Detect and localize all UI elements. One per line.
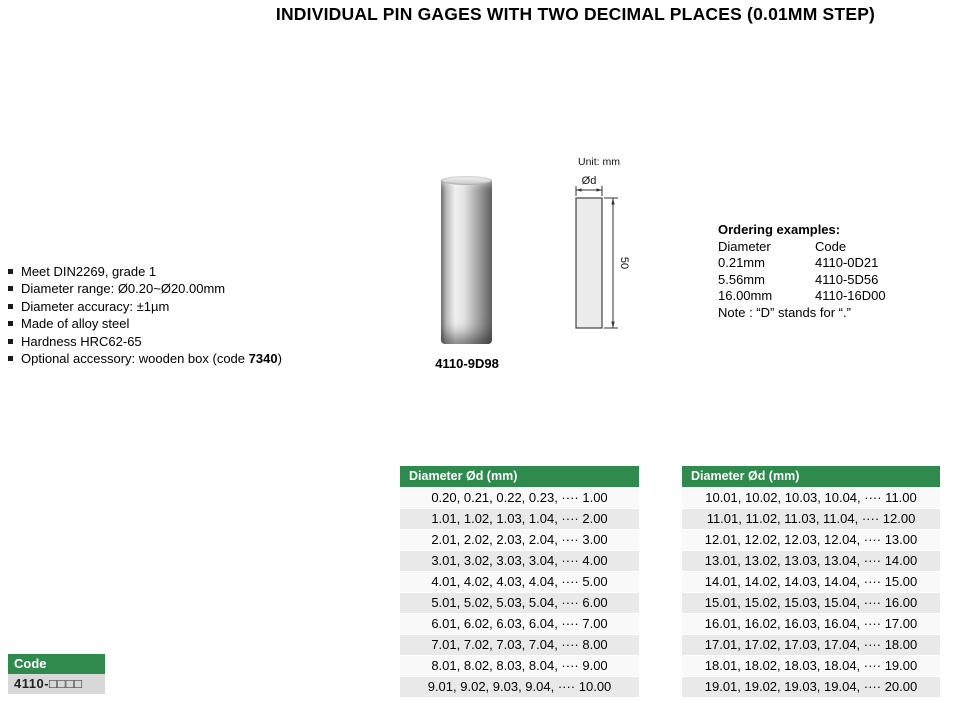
- bullet-icon: [8, 321, 13, 326]
- diameter-table-left: [400, 466, 639, 697]
- table-row: 18.01, 18.02, 18.03, 18.04, ···· 19.00: [682, 655, 940, 676]
- table-header: Diameter Ød (mm): [400, 466, 639, 487]
- feature-text: Made of alloy steel: [21, 316, 130, 332]
- ordering-diameter: 5.56mm: [718, 271, 765, 287]
- table-row: 2.01, 2.02, 2.03, 2.04, ···· 3.00: [400, 529, 639, 550]
- pin-top-face: [441, 176, 492, 185]
- diameter-table-right: [682, 466, 940, 697]
- table-row: 1.01, 1.02, 1.03, 1.04, ···· 2.00: [400, 508, 639, 529]
- table-row: 15.01, 15.02, 15.03, 15.04, ···· 16.00: [682, 592, 940, 613]
- table-row: 0.20, 0.21, 0.22, 0.23, ···· 1.00: [400, 487, 639, 508]
- table-row: 19.01, 19.02, 19.03, 19.04, ···· 20.00: [682, 676, 940, 697]
- ordering-col-diameter: Diameter: [718, 239, 771, 255]
- table-row: 3.01, 3.02, 3.03, 3.04, ···· 4.00: [400, 550, 639, 571]
- feature-item: [8, 280, 358, 297]
- gage-outline: [576, 198, 602, 328]
- bullet-icon: [8, 356, 13, 361]
- bullet-icon: [8, 286, 13, 291]
- accessory-code: 7340: [248, 351, 278, 367]
- code-box-value: 4110-□□□□: [8, 674, 105, 694]
- pin-gage-image: [441, 176, 492, 344]
- diameter-dimension-label: Ød: [581, 175, 597, 187]
- feature-text: Meet DIN2269, grade 1: [21, 264, 157, 279]
- table-row: 7.01, 7.02, 7.03, 7.04, ···· 8.00: [400, 634, 639, 655]
- feature-item: [8, 315, 358, 332]
- unit-label: Unit: mm: [578, 156, 620, 168]
- ordering-code: 4110-0D21: [815, 255, 879, 271]
- pin-body: [441, 180, 492, 344]
- table-row: 9.01, 9.02, 9.03, 9.04, ···· 10.00: [400, 676, 639, 697]
- feature-item: [8, 350, 358, 367]
- code-box-header: Code: [8, 654, 105, 674]
- feature-list: [8, 263, 358, 367]
- code-box: [8, 654, 105, 694]
- table-row: 13.01, 13.02, 13.03, 13.04, ···· 14.00: [682, 550, 940, 571]
- ordering-diameter: 16.00mm: [718, 287, 773, 303]
- table-row: 8.01, 8.02, 8.03, 8.04, ···· 9.00: [400, 655, 639, 676]
- ordering-table: [718, 239, 933, 304]
- length-dimension-label: 50: [618, 256, 630, 270]
- table-row: 4.01, 4.02, 4.03, 4.04, ···· 5.00: [400, 571, 639, 592]
- table-row: 14.01, 14.02, 14.03, 14.04, ···· 15.00: [682, 571, 940, 592]
- dimension-drawing: [560, 152, 672, 344]
- ordering-examples: [718, 222, 933, 321]
- ordering-code: 4110-16D00: [815, 287, 886, 303]
- table-row: 11.01, 11.02, 11.03, 11.04, ···· 12.00: [682, 508, 940, 529]
- ordering-code: 4110-5D56: [815, 271, 879, 287]
- ordering-title: Ordering examples:: [718, 222, 841, 237]
- bullet-icon: [8, 304, 13, 309]
- table-row: 6.01, 6.02, 6.03, 6.04, ···· 7.00: [400, 613, 639, 634]
- pin-model-label: 4110-9D98: [435, 356, 499, 371]
- table-row: 16.01, 16.02, 16.03, 16.04, ···· 17.00: [682, 613, 940, 634]
- bullet-icon: [8, 269, 13, 274]
- table-row: 10.01, 10.02, 10.03, 10.04, ···· 11.00: [682, 487, 940, 508]
- bullet-icon: [8, 339, 13, 344]
- feature-text: Optional accessory: wooden box (code 7340): [21, 351, 282, 367]
- feature-text: Diameter accuracy: ±1µm: [21, 298, 170, 314]
- table-row: 5.01, 5.02, 5.03, 5.04, ···· 6.00: [400, 592, 639, 613]
- feature-item: [8, 298, 358, 315]
- feature-text: Hardness HRC62-65: [21, 333, 142, 349]
- table-header: Diameter Ød (mm): [682, 466, 940, 487]
- table-row: 17.01, 17.02, 17.03, 17.04, ···· 18.00: [682, 634, 940, 655]
- feature-item: [8, 263, 358, 280]
- ordering-diameter: 0.21mm: [718, 255, 765, 271]
- feature-item: [8, 333, 358, 350]
- ordering-col-code: Code: [815, 239, 847, 255]
- table-row: 12.01, 12.02, 12.03, 12.04, ···· 13.00: [682, 529, 940, 550]
- page-title: INDIVIDUAL PIN GAGES WITH TWO DECIMAL PLACES (0.01MM STEP): [275, 4, 876, 24]
- feature-text: Diameter range: Ø0.20~Ø20.00mm: [21, 281, 226, 297]
- ordering-note: Note : “D” stands for “.”: [718, 305, 851, 321]
